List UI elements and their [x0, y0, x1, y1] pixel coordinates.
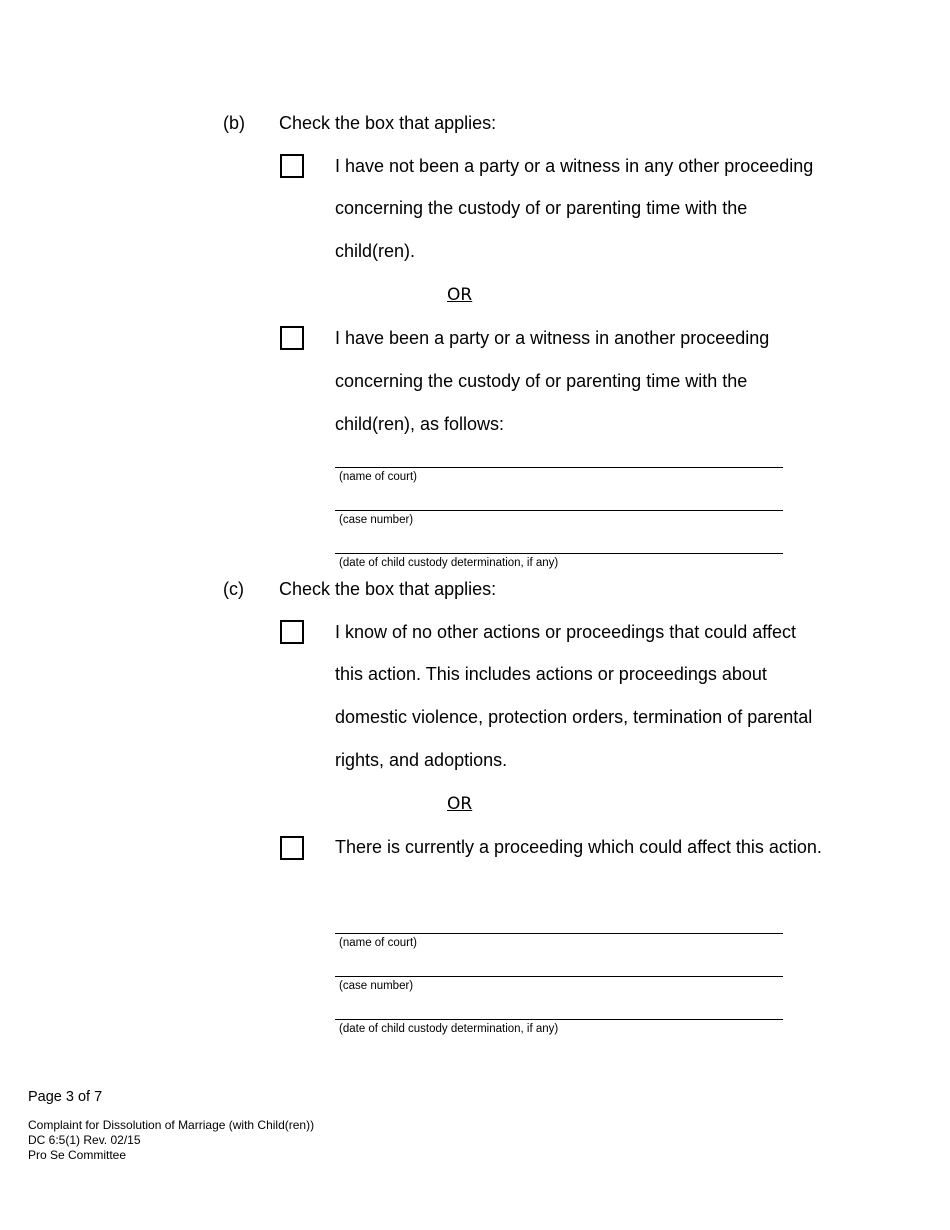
- footer-form-code: DC 6:5(1) Rev. 02/15: [28, 1133, 141, 1147]
- section-c-option1-line3: domestic violence, protection orders, termination of parental: [335, 707, 813, 727]
- section-b-option1-line3: child(ren).: [335, 241, 416, 261]
- section-b-option2-line1: I have been a party or a witness in another proceeding: [335, 328, 770, 348]
- section-b-option2-line2: concerning the custody of or parenting time with the: [335, 371, 748, 391]
- footer-form-title: Complaint for Dissolution of Marriage (with Child(ren)): [28, 1118, 315, 1132]
- section-c-option1-line2: this action. This includes actions or proceedings about: [335, 664, 767, 684]
- section-b-court-label: (name of court): [339, 471, 417, 483]
- section-b-option1-line1: I have not been a party or a witness in any other proceeding: [335, 156, 814, 176]
- section-b-option2-line3: child(ren), as follows:: [335, 414, 505, 434]
- section-c-date-field[interactable]: [335, 1019, 783, 1020]
- section-c-court-field[interactable]: [335, 933, 783, 934]
- section-c-court-label: (name of court): [339, 937, 417, 949]
- section-b-marker: (b): [223, 113, 245, 133]
- section-c-prompt: Check the box that applies:: [279, 579, 497, 599]
- checkbox-c-no-other-actions[interactable]: [280, 620, 304, 644]
- checkbox-b-other-proceeding[interactable]: [280, 326, 304, 350]
- section-c-marker: (c): [223, 579, 244, 599]
- section-c-option1-line1: I know of no other actions or proceedings that could affect: [335, 622, 796, 642]
- section-c-case-field[interactable]: [335, 976, 783, 977]
- section-c-or-label: OR: [447, 794, 473, 814]
- section-b-court-field[interactable]: [335, 467, 783, 468]
- section-b-case-field[interactable]: [335, 510, 783, 511]
- section-b-option1-line2: concerning the custody of or parenting time with the: [335, 198, 748, 218]
- section-b-date-label: (date of child custody determination, if any): [339, 557, 559, 569]
- footer-committee: Pro Se Committee: [28, 1148, 127, 1162]
- section-c-option1-line4: rights, and adoptions.: [335, 750, 508, 770]
- section-b-or-label: OR: [447, 285, 473, 305]
- section-b-date-field[interactable]: [335, 553, 783, 554]
- checkbox-b-no-other-proceeding[interactable]: [280, 154, 304, 178]
- section-b-case-label: (case number): [339, 514, 414, 526]
- section-b-prompt: Check the box that applies:: [279, 113, 497, 133]
- section-c-option2-line1: There is currently a proceeding which could affect this action.: [335, 837, 822, 857]
- section-c-date-label: (date of child custody determination, if any): [339, 1023, 559, 1035]
- section-c-case-label: (case number): [339, 980, 414, 992]
- page-number: Page 3 of 7: [28, 1089, 103, 1105]
- checkbox-c-current-proceeding[interactable]: [280, 836, 304, 860]
